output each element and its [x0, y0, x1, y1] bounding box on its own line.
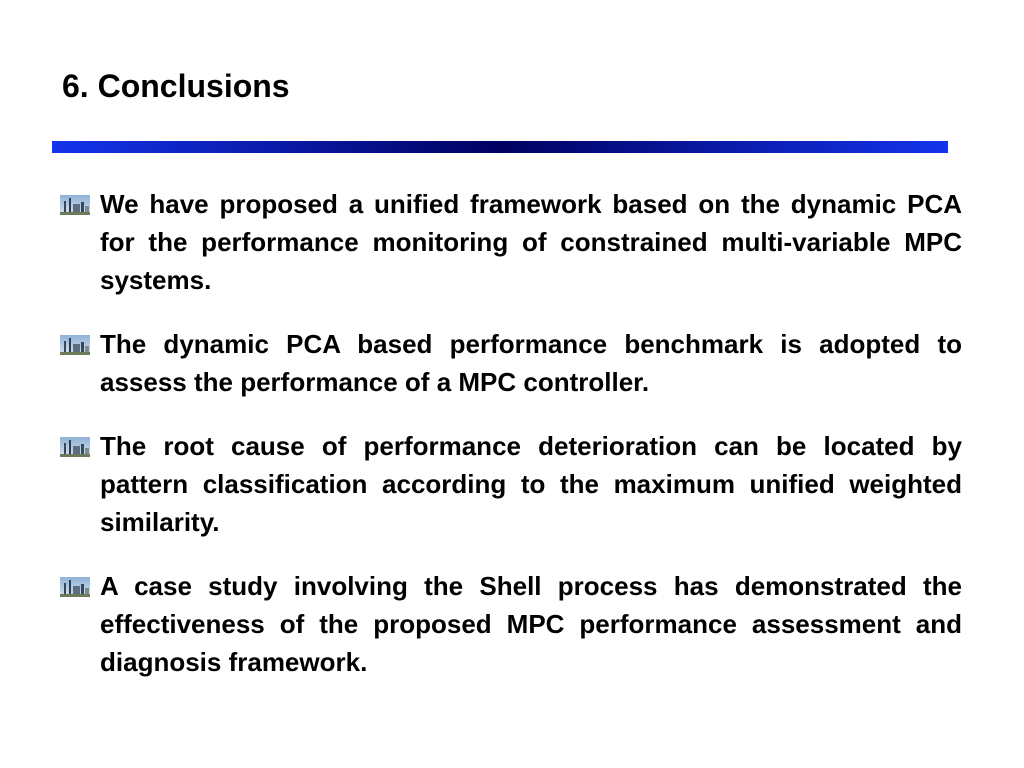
bullet-item [60, 427, 962, 541]
bullet-text: A case study involving the Shell process has demonstrated the effectiveness of the proposed MPC performance assessment and diagnosis framework. [100, 571, 962, 677]
bullet-item [60, 567, 962, 681]
bullet-item [60, 325, 962, 401]
factory-bullet-icon [60, 437, 90, 457]
bullet-text: We have proposed a unified framework based on the dynamic PCA for the performance monitoring of constrained multi-variable MPC systems. [100, 189, 962, 295]
bullet-text: The dynamic PCA based performance benchmark is adopted to assess the performance of a MPC controller. [100, 329, 962, 397]
bullet-text: The root cause of performance deterioration can be located by pattern classification according to the maximum unified weighted similarity. [100, 431, 962, 537]
conclusions-bullet-list [60, 185, 962, 707]
factory-bullet-icon [60, 195, 90, 215]
bullet-item [60, 185, 962, 299]
slide-title: 6. Conclusions [62, 68, 290, 104]
factory-bullet-icon [60, 335, 90, 355]
title-divider-bar [52, 141, 948, 153]
factory-bullet-icon [60, 577, 90, 597]
